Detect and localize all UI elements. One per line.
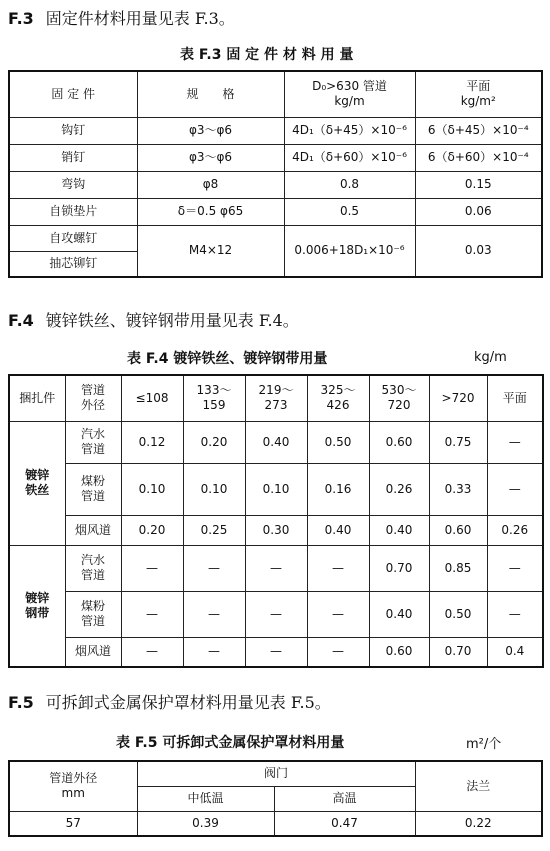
table-cell: φ8 — [137, 171, 284, 198]
header-cell: 规 格 — [137, 71, 284, 117]
table-f5-title: 表 F.5 可拆卸式金属保护罩材料用量 — [116, 735, 345, 751]
table-cell: 0.47 — [274, 811, 415, 836]
table-cell: φ3～φ6 — [137, 144, 284, 171]
table-cell: 0.70 — [369, 545, 429, 591]
table-cell: — — [121, 545, 183, 591]
pipe-type-cell: 烟风道 — [65, 515, 121, 545]
table-cell: — — [487, 463, 543, 515]
table-cell: 0.5 — [284, 198, 415, 225]
table-cell: — — [183, 637, 245, 667]
table-cell: 0.40 — [245, 421, 307, 463]
header-cell: 高温 — [274, 786, 415, 811]
table-header-row — [9, 71, 542, 117]
header-cell: 捆扎件 — [9, 375, 65, 421]
header-cell: >720 — [429, 375, 487, 421]
table-cell: 0.15 — [415, 171, 542, 198]
table-row — [9, 637, 543, 667]
table-f5-unit: m²/个 — [466, 737, 502, 752]
table-cell: 0.60 — [369, 421, 429, 463]
table-cell: 4D₁（δ+45）×10⁻⁶ — [284, 117, 415, 144]
table-cell: — — [307, 591, 369, 637]
pipe-type-cell: 汽水 管道 — [65, 421, 121, 463]
header-cell: 219～ 273 — [245, 375, 307, 421]
table-cell: 0.10 — [245, 463, 307, 515]
table-f4-title: 表 F.4 镀锌铁丝、镀锌钢带用量 — [127, 351, 328, 367]
header-cell: 法兰 — [415, 761, 542, 811]
table-cell: 57 — [9, 811, 137, 836]
table-cell: — — [183, 591, 245, 637]
table-row — [9, 591, 543, 637]
table-row — [9, 421, 543, 463]
pipe-type-cell: 烟风道 — [65, 637, 121, 667]
table-cell: 0.50 — [429, 591, 487, 637]
table-row — [9, 117, 542, 144]
header-cell: 133～ 159 — [183, 375, 245, 421]
section-f4-heading — [8, 308, 299, 331]
table-cell: 0.10 — [121, 463, 183, 515]
table-row — [9, 811, 542, 836]
table-cell: 抽芯铆钉 — [9, 251, 137, 277]
table-cell: 0.85 — [429, 545, 487, 591]
table-cell: 0.20 — [121, 515, 183, 545]
table-header-row — [9, 375, 543, 421]
header-cell: ≤108 — [121, 375, 183, 421]
header-cell: 中低温 — [137, 786, 274, 811]
table-cell: 0.60 — [369, 637, 429, 667]
section-f5-heading — [8, 690, 331, 713]
header-cell: 阀门 — [137, 761, 415, 786]
header-cell: 平面 kg/m² — [415, 71, 542, 117]
table-row — [9, 515, 543, 545]
table-cell: 0.25 — [183, 515, 245, 545]
table-cell: 4D₁（δ+60）×10⁻⁶ — [284, 144, 415, 171]
table-cell: 0.12 — [121, 421, 183, 463]
table-cell: 0.006+18D₁×10⁻⁶ — [284, 225, 415, 277]
table-row — [9, 545, 543, 591]
table-cell: 0.39 — [137, 811, 274, 836]
table-cell: M4×12 — [137, 225, 284, 277]
table-cell: 6（δ+60）×10⁻⁴ — [415, 144, 542, 171]
pipe-type-cell: 煤粉 管道 — [65, 591, 121, 637]
table-header-row — [9, 761, 542, 786]
table-cell: 0.40 — [369, 591, 429, 637]
header-cell: 管道外径 mm — [9, 761, 137, 811]
table-f3 — [8, 70, 543, 278]
table-cell: 0.70 — [429, 637, 487, 667]
table-cell: 自攻螺钉 — [9, 225, 137, 251]
table-cell: — — [245, 637, 307, 667]
table-row — [9, 144, 542, 171]
table-cell: 0.06 — [415, 198, 542, 225]
header-cell: 管道 外径 — [65, 375, 121, 421]
table-cell: 钩钉 — [9, 117, 137, 144]
table-cell: 0.03 — [415, 225, 542, 277]
table-cell: 0.60 — [429, 515, 487, 545]
table-f4-body — [9, 421, 543, 667]
table-row — [9, 463, 543, 515]
section-number: F.5 — [8, 693, 34, 712]
table-cell: φ3～φ6 — [137, 117, 284, 144]
table-cell: δ＝0.5 φ65 — [137, 198, 284, 225]
table-cell: 0.20 — [183, 421, 245, 463]
table-cell: — — [245, 545, 307, 591]
table-cell: 0.40 — [369, 515, 429, 545]
table-cell: 弯钩 — [9, 171, 137, 198]
table-row — [9, 198, 542, 225]
pipe-type-cell: 煤粉 管道 — [65, 463, 121, 515]
table-cell: — — [487, 421, 543, 463]
table-cell: 0.4 — [487, 637, 543, 667]
table-cell: — — [487, 591, 543, 637]
table-row — [9, 171, 542, 198]
table-cell: — — [245, 591, 307, 637]
group-name-cell: 镀锌 钢带 — [9, 545, 65, 667]
header-cell: D₀>630 管道 kg/m — [284, 71, 415, 117]
section-text: 固定件材料用量见表 F.3。 — [45, 9, 235, 28]
table-cell: 0.40 — [307, 515, 369, 545]
table-cell: 销钉 — [9, 144, 137, 171]
table-f3-title: 表 F.3 固 定 件 材 料 用 量 — [180, 47, 354, 63]
table-cell: 6（δ+45）×10⁻⁴ — [415, 117, 542, 144]
header-cell: 530～ 720 — [369, 375, 429, 421]
header-cell: 固 定 件 — [9, 71, 137, 117]
table-cell: 0.33 — [429, 463, 487, 515]
table-cell: — — [487, 545, 543, 591]
pipe-type-cell: 汽水 管道 — [65, 545, 121, 591]
section-number: F.3 — [8, 9, 34, 28]
table-cell: — — [121, 637, 183, 667]
table-cell: 0.26 — [487, 515, 543, 545]
table-row — [9, 225, 542, 251]
table-cell: — — [307, 545, 369, 591]
group-name-cell: 镀锌 铁丝 — [9, 421, 65, 545]
table-cell: 0.26 — [369, 463, 429, 515]
section-f3-heading — [8, 6, 235, 29]
table-cell: — — [121, 591, 183, 637]
table-cell: 0.75 — [429, 421, 487, 463]
table-cell: — — [307, 637, 369, 667]
table-cell: 0.22 — [415, 811, 542, 836]
table-cell: 0.10 — [183, 463, 245, 515]
section-number: F.4 — [8, 311, 34, 330]
table-f5 — [8, 760, 543, 837]
header-cell: 325～ 426 — [307, 375, 369, 421]
table-cell: 0.50 — [307, 421, 369, 463]
table-f4-unit: kg/m — [474, 350, 507, 365]
table-f4 — [8, 374, 544, 668]
table-cell: 0.16 — [307, 463, 369, 515]
table-cell: 自锁垫片 — [9, 198, 137, 225]
section-text: 可拆卸式金属保护罩材料用量见表 F.5。 — [45, 693, 331, 712]
table-cell: 0.30 — [245, 515, 307, 545]
header-cell: 平面 — [487, 375, 543, 421]
section-text: 镀锌铁丝、镀锌钢带用量见表 F.4。 — [45, 311, 299, 330]
table-cell: — — [183, 545, 245, 591]
table-cell: 0.8 — [284, 171, 415, 198]
